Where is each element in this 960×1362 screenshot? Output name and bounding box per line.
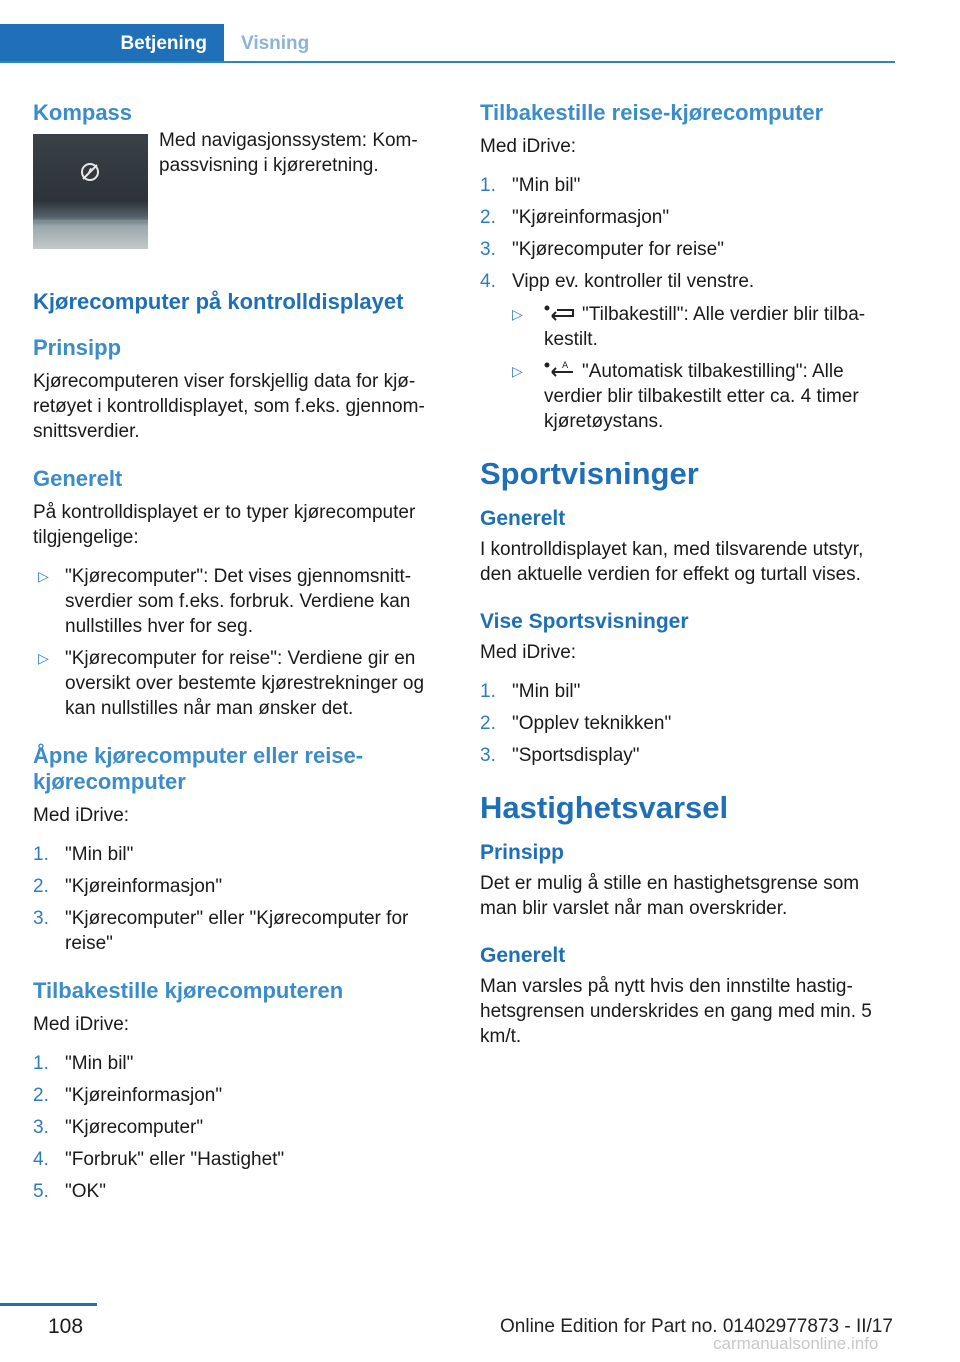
hast-prinsipp-heading: Prinsipp — [480, 841, 565, 864]
sportvisninger-heading: Sportvisninger — [480, 456, 699, 491]
tab-betjening[interactable] — [0, 24, 224, 61]
apne-intro: Med iDrive: — [33, 805, 130, 826]
tilbake-reise-heading: Tilbakestille reise-kjørecomputer — [480, 100, 824, 125]
watermark: carmanualsonline.info — [713, 1334, 879, 1353]
list-item: 1. "Min bil" — [33, 1053, 134, 1074]
sport-generelt-heading: Generelt — [480, 507, 566, 530]
bullet-triangle-icon: ▷ — [38, 650, 49, 666]
footer-rule — [0, 1303, 97, 1306]
tab-betjening-label: Betjening — [120, 33, 207, 54]
generelt-text: På kontrolldisplayet er to typer kjørecomputer tilgjengelige: — [33, 502, 416, 548]
generelt-list — [33, 564, 449, 721]
page-number: 108 — [48, 1315, 84, 1338]
tilbakestille-heading: Tilbakestille kjørecomputeren — [33, 978, 344, 1003]
kompass-text: Med navigasjonssystem: Kompassvisning i kjøreretning. — [159, 130, 418, 176]
list-item: 2. "Kjøreinformasjon" — [33, 1085, 223, 1106]
list-item: 4. "Forbruk" eller "Hastighet" — [33, 1149, 285, 1170]
apne-steps — [33, 842, 449, 956]
vise-sport-steps — [480, 679, 900, 768]
compass-display-image — [33, 134, 148, 249]
list-item: ▷ "Kjørecomputer for reise": Verdiene gir en oversikt over bestemte kjørestrekninger og kan nullstilles når man ønsker det. — [38, 648, 425, 719]
svg-text:A: A — [562, 361, 569, 371]
list-item: 3. "Kjørecomputer for reise" — [480, 239, 724, 260]
header-bar — [0, 24, 895, 63]
list-item: 3. "Kjørecomputer" eller "Kjørecomputer for reise" — [33, 908, 409, 954]
tab-visning[interactable]: Visning — [241, 33, 310, 54]
vise-sport-heading: Vise Sportsvisninger — [480, 610, 689, 633]
apne-heading: Åpne kjørecomputer eller reisekjørecomputer — [33, 743, 364, 794]
kompass-heading: Kompass — [33, 100, 133, 125]
left-column — [33, 100, 449, 1226]
bullet-triangle-icon: ▷ — [512, 306, 523, 322]
list-item: ▷ "Kjørecomputer": Det vises gjennomsnittsverdier som f.eks. forbruk. Verdiene kan nullstilles hver for seg. — [38, 566, 412, 637]
auto-reset-icon — [544, 360, 576, 378]
bullet-triangle-icon: ▷ — [512, 363, 523, 379]
list-item: 3. "Kjørecomputer" — [33, 1117, 204, 1138]
compass-icon — [79, 161, 101, 183]
tilbakestille-steps — [33, 1051, 449, 1204]
bullet-triangle-icon: ▷ — [38, 568, 49, 584]
list-item: ▷ "Tilbakestill": Alle verdier blir tilbakestilt. — [512, 304, 866, 350]
list-item: 1. "Min bil" — [33, 844, 134, 865]
kompass-block — [33, 130, 449, 249]
list-item: 4. Vipp ev. kontroller til venstre. ▷ "Tilbakestill": Alle verdier blir tilbakestilt. ▷ A "Automatisk tilbakestilling": Alle verdier blir tilbakestilt etter ca. 4 timer kjøretøystans. — [480, 269, 900, 434]
hast-generelt-heading: Generelt — [480, 944, 566, 967]
prinsipp-heading: Prinsipp — [33, 335, 122, 360]
hastighetsvarsel-heading: Hastighetsvarsel — [480, 790, 729, 825]
kjorecomputer-heading: Kjørecomputer på kontrolldisplayet — [33, 289, 404, 314]
tilbakestille-intro: Med iDrive: — [33, 1014, 130, 1035]
hast-generelt-text: Man varsles på nytt hvis den innstilte hastighetsgrensen underskrides en gang med min. 5 km/t. — [480, 976, 872, 1047]
list-item: 1. "Min bil" — [480, 175, 581, 196]
prinsipp-text: Kjørecomputeren viser forskjellig data for kjøretøyet i kontrolldisplayet, som f.eks. gjennomsnittsverdier. — [33, 371, 425, 442]
edition-text: Online Edition for Part no. 01402977873 - II/17 — [500, 1316, 893, 1337]
list-item: 2. "Kjøreinformasjon" — [480, 207, 670, 228]
list-item: 2. "Opplev teknikken" — [480, 713, 672, 734]
reset-icon — [544, 305, 576, 321]
vise-sport-intro: Med iDrive: — [480, 642, 577, 663]
generelt-heading: Generelt — [33, 466, 123, 491]
list-item: 5. "OK" — [33, 1181, 106, 1202]
right-column — [480, 100, 900, 1063]
list-item: 2. "Kjøreinformasjon" — [33, 876, 223, 897]
sport-generelt-text: I kontrolldisplayet kan, med tilsvarende utstyr, den aktuelle verdien for effekt og turtall vises. — [480, 539, 864, 585]
tilbake-reise-steps — [480, 173, 900, 434]
list-item: 1. "Min bil" — [480, 681, 581, 702]
list-item: ▷ A "Automatisk tilbakestilling": Alle verdier blir tilbakestilt etter ca. 4 timer kjøretøystans. — [512, 361, 859, 432]
list-item: 3. "Sportsdisplay" — [480, 745, 640, 766]
tilbake-reise-intro: Med iDrive: — [480, 136, 577, 157]
hast-prinsipp-text: Det er mulig å stille en hastighetsgrense som man blir varslet når man overskrider. — [480, 873, 860, 919]
sub-list — [512, 302, 900, 434]
